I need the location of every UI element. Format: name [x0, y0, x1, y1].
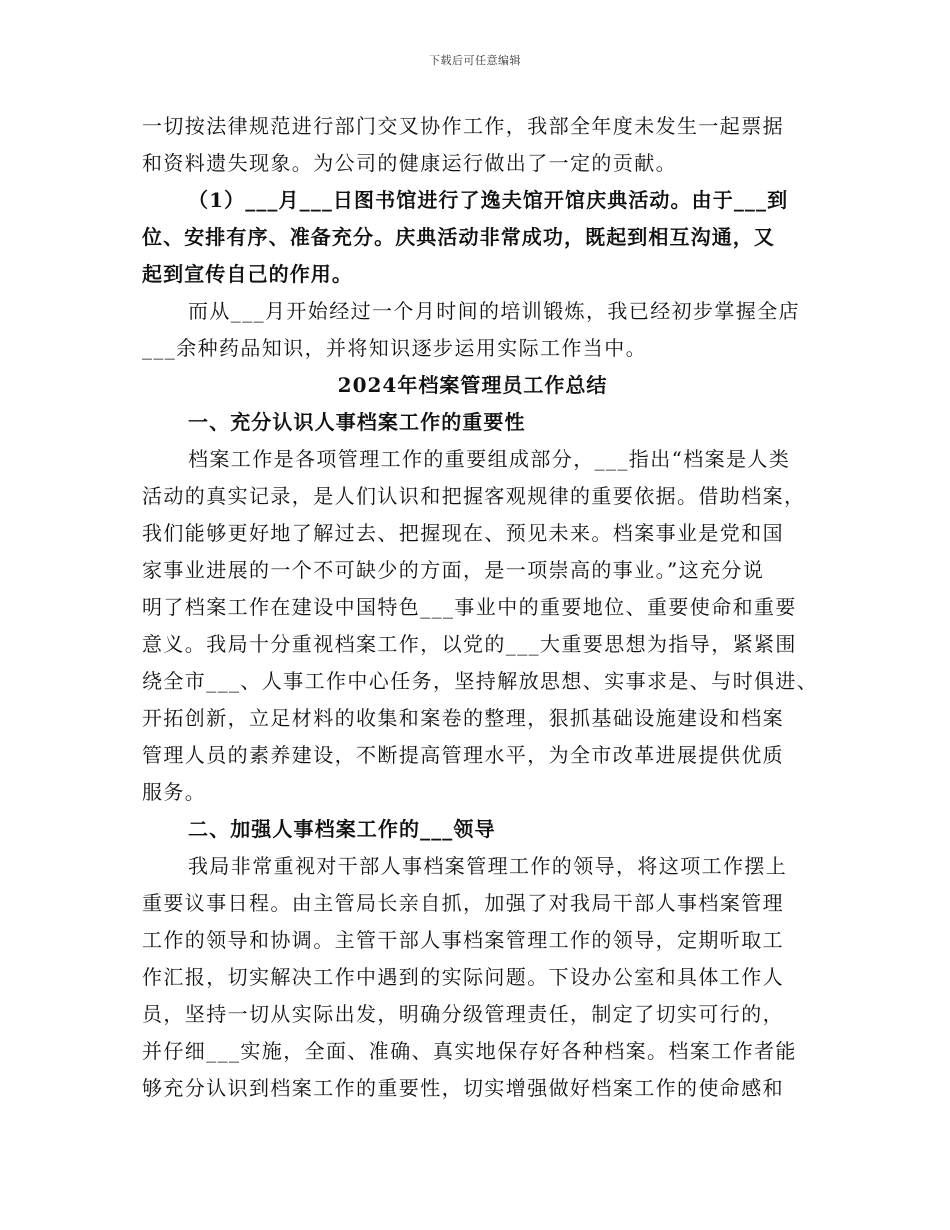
text-line: 开拓创新，立足材料的收集和案卷的整理，狠抓基础设施建设和档案	[142, 706, 784, 730]
paragraph-importance	[142, 441, 817, 811]
text-line: 管理人员的素养建设，不断提高管理水平，为全市改革进展提供优质	[142, 743, 784, 767]
paragraph-training	[142, 293, 817, 367]
text-line: 和资料遗失现象。为公司的健康运行做出了一定的贡献。	[142, 151, 677, 175]
text-line: 活动的真实记录，是人们认识和把握客观规律的重要依据。借助档案，	[142, 484, 806, 508]
text-line: 家事业进展的一个不可缺少的方面，是一项崇高的事业。”这充分说	[142, 558, 765, 582]
text-line: ___余种药品知识，并将知识逐步运用实际工作当中。	[142, 336, 647, 360]
text-line: 而从___月开始经过一个月时间的培训锻炼，我已经初步掌握全店	[188, 299, 800, 323]
text-line: 一切按法律规范进行部门交叉协作工作，我部全年度未发生一起票据	[142, 114, 784, 138]
text-line: 我局非常重视对干部人事档案管理工作的领导，将这项工作摆上	[188, 854, 788, 878]
text-line: 够充分认识到档案工作的重要性，切实增强做好档案工作的使命感和	[142, 1076, 784, 1100]
text-line: 档案工作是各项管理工作的重要组成部分，___指出“档案是人类	[188, 447, 791, 471]
document-title: 2024年档案管理员工作总结	[337, 373, 608, 397]
text-line: 服务。	[142, 780, 207, 804]
section-heading-1: 一、充分认识人事档案工作的重要性	[188, 410, 526, 434]
text-line: 位、安排有序、准备充分。庆典活动非常成功，既起到相互沟通，又	[142, 225, 775, 249]
text-line: 并仔细___实施，全面、准确、真实地保存好各种档案。档案工作者能	[142, 1039, 797, 1063]
text-line: （1）___月___日图书馆进行了逸夫馆开馆庆典活动。由于___到	[188, 188, 789, 212]
document-body	[142, 108, 817, 1107]
text-line: 重要议事日程。由主管局长亲自抓，加强了对我局干部人事档案管理	[142, 891, 784, 915]
text-line: 作汇报，切实解决工作中遇到的实际问题。下设办公室和具体工作人	[142, 965, 784, 989]
text-line: 明了档案工作在建设中国特色___事业中的重要地位、重要使命和重要	[142, 595, 797, 619]
text-line: 起到宣传自己的作用。	[142, 262, 353, 286]
paragraph-continuation	[142, 108, 817, 182]
text-line: 意义。我局十分重视档案工作，以党的___大重要思想为指导，紧紧围	[142, 632, 797, 656]
text-line: 员，坚持一切从实际出发，明确分级管理责任，制定了切实可行的，	[142, 1002, 784, 1026]
page-header: 下载后可任意编辑	[429, 54, 521, 67]
paragraph-leadership	[142, 848, 817, 1107]
section-heading-2: 二、加强人事档案工作的___领导	[188, 817, 496, 841]
text-line: 绕全市___、人事工作中心任务，坚持解放思想、实事求是、与时俱进、	[142, 669, 819, 693]
paragraph-bold-celebration	[142, 182, 817, 293]
text-line: 我们能够更好地了解过去、把握现在、预见未来。档案事业是党和国	[142, 521, 784, 545]
text-line: 工作的领导和协调。主管干部人事档案管理工作的领导，定期听取工	[142, 928, 784, 952]
